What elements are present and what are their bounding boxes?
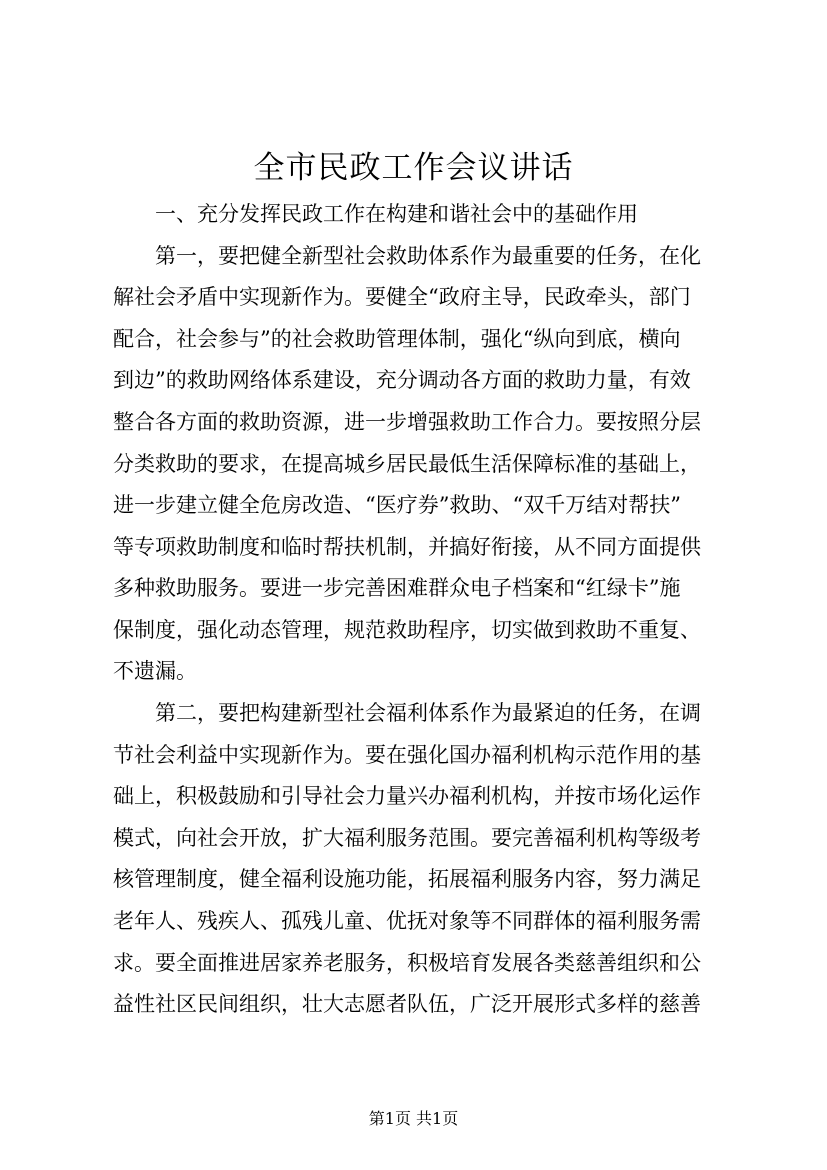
text-line: 础上，积极鼓励和引导社会力量兴办福利机构，并按市场化运作 (113, 784, 701, 808)
text-line: 求。要全面推进居家养老服务，积极培育发展各类慈善组织和公 (113, 951, 701, 975)
text-line: 到边”的救助网络体系建设，充分调动各方面的救助力量，有效 (113, 368, 691, 392)
page-footer: 第1页 共1页 (368, 1109, 459, 1128)
text-line: 解社会矛盾中实现新作为。要健全“政府主导，民政牵头，部门 (113, 285, 691, 309)
text-line: 第一，要把健全新型社会救助体系作为最重要的任务，在化 (113, 244, 701, 268)
text-line: 保制度，强化动态管理，规范救助程序，切实做到救助不重复、 (113, 618, 701, 642)
text-line: 进一步建立健全危房改造、“医疗券”救助、“双千万结对帮扶” (113, 493, 681, 517)
text-line: 老年人、残疾人、孤残儿童、优抚对象等不同群体的福利服务需 (113, 909, 701, 933)
text-line: 配合，社会参与”的社会救助管理体制，强化“纵向到底，横向 (113, 327, 681, 351)
text-line: 整合各方面的救助资源，进一步增强救助工作合力。要按照分层 (113, 410, 701, 434)
text-line: 多种救助服务。要进一步完善困难群众电子档案和“红绿卡”施 (113, 576, 681, 600)
text-line: 等专项救助制度和临时帮扶机制，并搞好衔接，从不同方面提供 (113, 535, 701, 559)
heading-section-1: 一、充分发挥民政工作在构建和谐社会中的基础作用 (113, 202, 638, 226)
text-line: 不遗漏。 (113, 659, 197, 683)
text-line: 分类救助的要求，在提高城乡居民最低生活保障标准的基础上， (113, 452, 701, 476)
text-line: 模式，向社会开放，扩大福利服务范围。要完善福利机构等级考 (113, 826, 701, 850)
text-line: 核管理制度，健全福利设施功能，拓展福利服务内容，努力满足 (113, 867, 701, 891)
text-line: 节社会利益中实现新作为。要在强化国办福利机构示范作用的基 (113, 743, 701, 767)
text-line: 第二，要把构建新型社会福利体系作为最紧迫的任务，在调 (113, 701, 701, 725)
text-line: 益性社区民间组织，壮大志愿者队伍，广泛开展形式多样的慈善 (113, 992, 701, 1016)
document-title: 全市民政工作会议讲话 (253, 150, 574, 186)
